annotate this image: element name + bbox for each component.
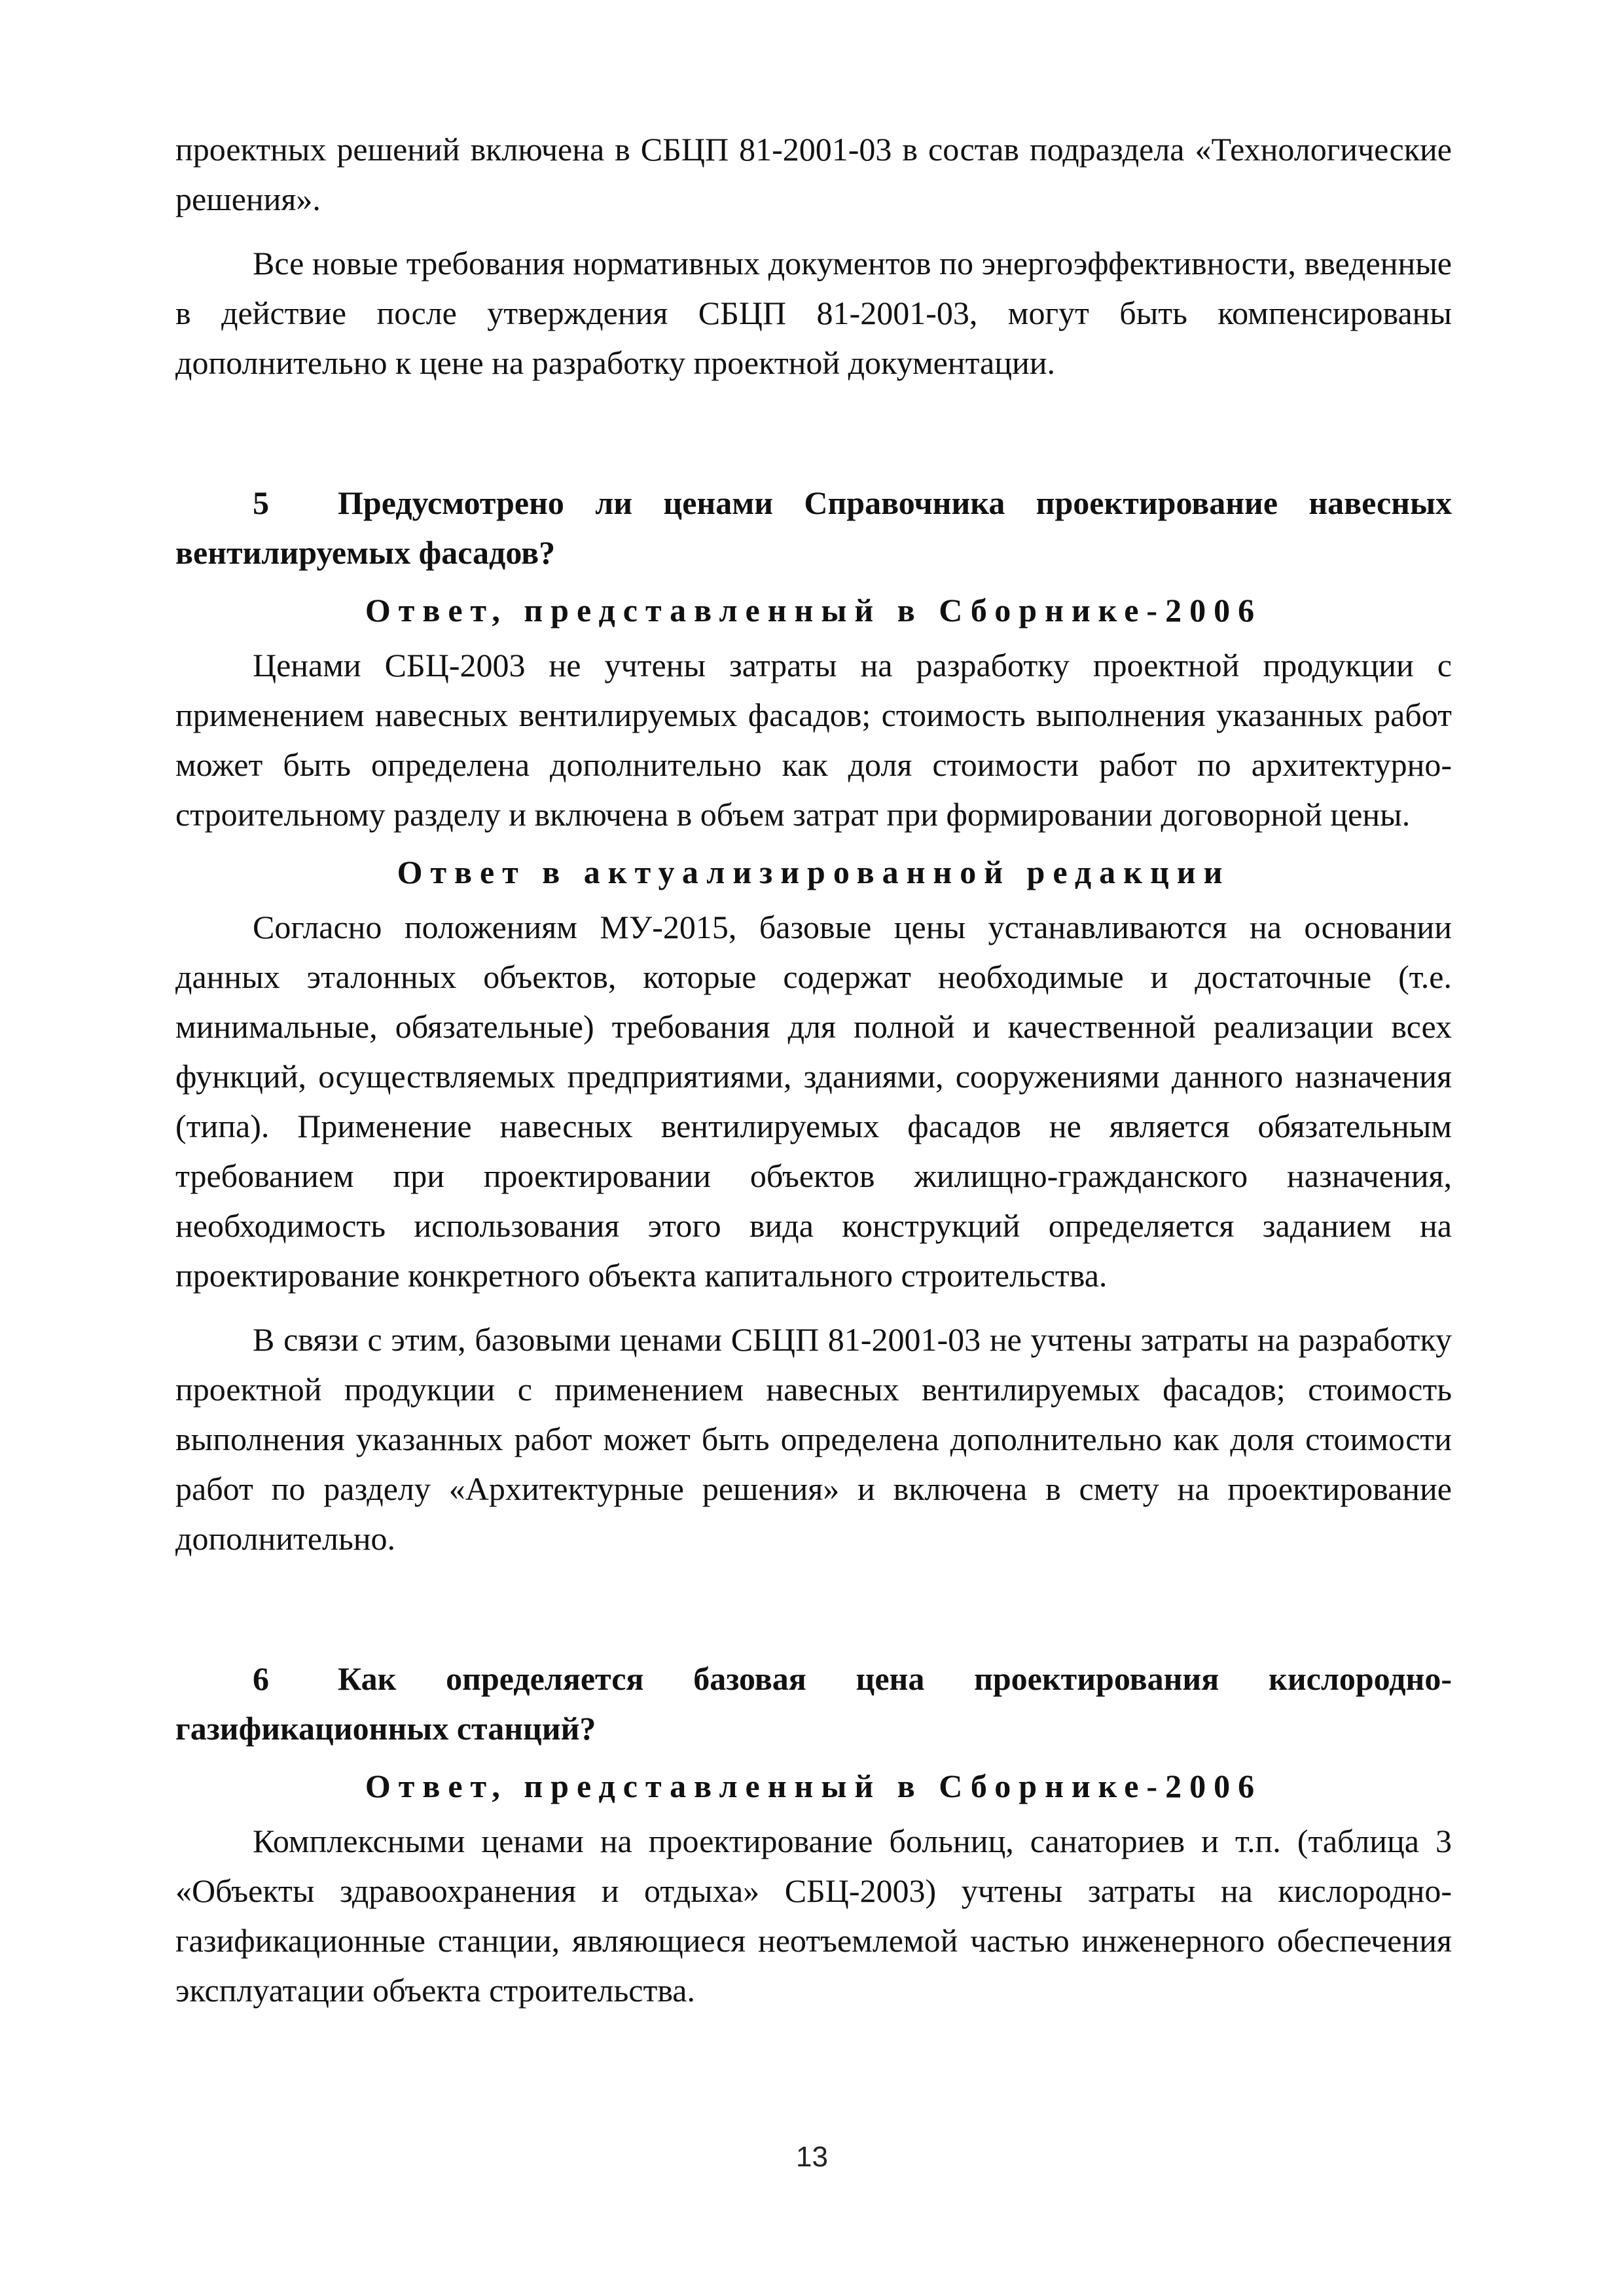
question-5-answer-updated-heading: Ответ в актуализированной редакции <box>397 854 1231 890</box>
question-5-text: Предусмотрено ли ценами Справочника проектирование навесных вентилируемых фасадов? <box>175 484 1452 571</box>
question-5-answer-updated-paragraph-2: В связи с этим, базовыми ценами СБЦП 81-2001-03 не учтены затраты на разработку проектной продукции с применением навесных вентилируемых фасадов; стоимость выполнения указанных работ может быть определена дополнительно как доля стоимости работ по разделу «Архитектурные решения» и включена в смету на проектирование дополнительно. <box>175 1321 1452 1557</box>
question-5-number: 5 <box>253 484 269 521</box>
page-number: 13 <box>796 2141 828 2173</box>
question-6-answer-2006-heading: Ответ, представленный в Сборнике-2006 <box>365 1768 1263 1804</box>
question-5-answer-2006-heading: Ответ, представленный в Сборнике-2006 <box>365 592 1263 629</box>
question-5-answer-updated-paragraph-1: Согласно положениям МУ-2015, базовые цены устанавливаются на основании данных эталонных объектов, которые содержат необходимые и достаточные (т.е. минимальные, обязательные) требования для полной и качественной реализации всех функций, осуществляемых предприятиями, зданиями, сооружениями данного назначения (типа). Применение навесных вентилируемых фасадов не является обязательным требованием при проектировании объектов жилищно-гражданского назначения, необходимость использования этого вида конструкций определяется заданием на проектирование конкретного объекта капитального строительства. <box>175 909 1452 1294</box>
intro-paragraph-energy-efficiency: Все новые требования нормативных документов по энергоэффективности, введенные в действие после утверждения СБЦП 81-2001-03, могут быть компенсированы дополнительно к цене на разработку проектной документации. <box>175 245 1452 381</box>
question-6-answer-2006: Комплексными ценами на проектирование больниц, санаториев и т.п. (таблица 3 «Объекты здравоохранения и отдыха» СБЦ-2003) учтены затраты на кислородно-газификационные станции, являющиеся неотъемлемой частью инженерного обеспечения эксплуатации объекта строительства. <box>175 1823 1452 2009</box>
question-5 <box>175 478 1452 577</box>
question-6 <box>175 1654 1452 1753</box>
document-page <box>175 124 1452 2015</box>
question-5-answer-2006: Ценами СБЦ-2003 не учтены затраты на разработку проектной продукции с применением навесных вентилируемых фасадов; стоимость выполнения указанных работ может быть определена дополнительно как доля стоимости работ по архитектурно-строительному разделу и включена в объем затрат при формировании договорной цены. <box>175 647 1452 833</box>
question-6-number: 6 <box>253 1660 269 1697</box>
intro-paragraph-continuation: проектных решений включена в СБЦП 81-2001-03 в состав подраздела «Технологические решения». <box>175 131 1452 217</box>
question-6-text: Как определяется базовая цена проектирования кислородно-газификационных станций? <box>175 1660 1452 1747</box>
